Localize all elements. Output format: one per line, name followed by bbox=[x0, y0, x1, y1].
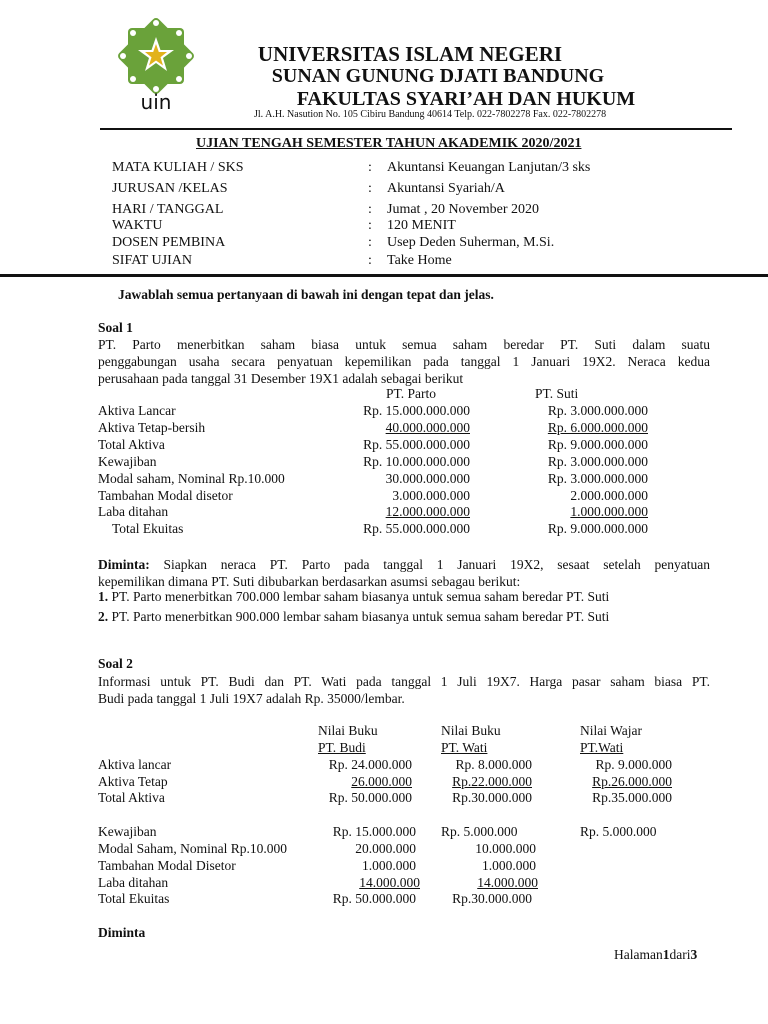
page-footer bbox=[614, 947, 697, 963]
info-label: JURUSAN /KELAS bbox=[112, 181, 228, 196]
info-colon: : bbox=[368, 235, 372, 250]
info-label: MATA KULIAH / SKS bbox=[112, 160, 244, 175]
soal1-diminta-line bbox=[98, 556, 710, 573]
list-item-text: PT. Parto menerbitkan 700.000 lembar saham biasanya untuk semua saham beredar PT. Suti bbox=[111, 589, 610, 604]
soal2-para-line: Informasi untuk PT. Budi dan PT. Wati pada tanggal 1 Juli 19X7. Harga pasar saham biasa PT. bbox=[98, 674, 710, 689]
soal1-diminta-line2: kepemilikan dimana PT. Suti dibubarkan berdasarkan asumsi sebagau berikut: bbox=[98, 574, 521, 589]
info-colon: : bbox=[368, 218, 372, 233]
footer-prefix: Halaman bbox=[614, 947, 663, 962]
table-cell: 20.000.000 bbox=[355, 841, 416, 856]
diminta-label: Diminta: bbox=[98, 557, 150, 572]
table-cell: Rp. 3.000.000.000 bbox=[547, 471, 648, 486]
table-cell: 1.000.000 bbox=[362, 858, 416, 873]
table-cell: 1.000.000.000 bbox=[570, 504, 648, 519]
soal1-para-line: perusahaan pada tanggal 31 Desember 19X1 adalah sebagai berikut bbox=[98, 371, 464, 386]
info-value: Take Home bbox=[387, 253, 452, 268]
table-row-label: Aktiva Tetap bbox=[98, 774, 168, 789]
table-row-label: Laba ditahan bbox=[98, 875, 169, 890]
table-cell: 26.000.000 bbox=[351, 774, 412, 789]
instruction: Jawablah semua pertanyaan di bawah ini dengan tepat dan jelas. bbox=[118, 287, 494, 302]
university-line2: SUNAN GUNUNG DJATI BANDUNG bbox=[271, 65, 605, 87]
col-header: PT. Wati bbox=[441, 740, 488, 755]
table-row-label: Laba ditahan bbox=[98, 504, 169, 519]
table-cell: Rp.35.000.000 bbox=[592, 790, 672, 805]
table-cell: 1.000.000 bbox=[482, 858, 536, 873]
col-header: PT.Wati bbox=[580, 740, 624, 755]
logo-emblem-icon bbox=[114, 16, 198, 112]
logo-text: uin bbox=[140, 90, 172, 112]
table-cell: Rp.26.000.000 bbox=[592, 774, 672, 789]
table-cell: 2.000.000.000 bbox=[570, 488, 648, 503]
table-cell: Rp. 9.000.000 bbox=[595, 757, 672, 772]
table-row-label: Aktiva Lancar bbox=[98, 403, 176, 418]
info-label: DOSEN PEMBINA bbox=[112, 235, 226, 250]
table-cell: Rp. 55.000.000.000 bbox=[363, 521, 470, 536]
table-cell: 30.000.000.000 bbox=[385, 471, 470, 486]
info-label: SIFAT UJIAN bbox=[112, 253, 192, 268]
list-item-number: 1. bbox=[98, 589, 109, 604]
info-colon: : bbox=[368, 160, 372, 175]
university-logo bbox=[114, 16, 198, 112]
address: Jl. A.H. Nasution No. 105 Cibiru Bandung 40614 Telp. 022-7802278 Fax. 022-7802278 bbox=[254, 109, 607, 120]
table-cell: Rp. 9.000.000.000 bbox=[547, 437, 648, 452]
header-divider bbox=[100, 128, 732, 130]
info-label: HARI / TANGGAL bbox=[112, 202, 224, 217]
list-item-number: 2. bbox=[98, 609, 109, 624]
table-cell: Rp. 15.000.000.000 bbox=[363, 403, 470, 418]
table-cell: Rp. 55.000.000.000 bbox=[363, 437, 470, 452]
table-cell: Rp. 10.000.000.000 bbox=[363, 454, 470, 469]
info-colon: : bbox=[368, 202, 372, 217]
soal1-para-line: PT. Parto menerbitkan saham biasa untuk semua saham beredar PT. Suti dalam suatu bbox=[98, 337, 710, 352]
table-cell: Rp. 9.000.000.000 bbox=[547, 521, 648, 536]
table-row-label: Aktiva lancar bbox=[98, 757, 172, 772]
info-value: Usep Deden Suherman, M.Si. bbox=[387, 235, 555, 250]
exam-title: UJIAN TENGAH SEMESTER TAHUN AKADEMIK 2020/2021 bbox=[196, 136, 582, 151]
faculty-name: FAKULTAS SYARI’AH DAN HUKUM bbox=[296, 88, 636, 110]
soal2-para-line: Budi pada tanggal 1 Juli 19X7 adalah Rp. 35000/lembar. bbox=[98, 691, 405, 706]
soal1-col-header-suti: PT. Suti bbox=[535, 386, 579, 401]
table-cell: Rp.30.000.000 bbox=[452, 891, 532, 906]
table-cell: Rp. 5.000.000 bbox=[441, 824, 518, 839]
soal1-heading: Soal 1 bbox=[98, 320, 133, 335]
info-value: Akuntansi Syariah/A bbox=[387, 181, 505, 196]
footer-mid: dari bbox=[669, 947, 691, 962]
table-cell: Rp. 24.000.000 bbox=[328, 757, 412, 772]
table-cell: Rp. 15.000.000 bbox=[332, 824, 416, 839]
col-header: Nilai Wajar bbox=[580, 723, 643, 738]
table-row-label: Modal Saham, Nominal Rp.10.000 bbox=[98, 841, 287, 856]
table-row-label: Kewajiban bbox=[98, 454, 157, 469]
info-divider bbox=[0, 274, 768, 277]
table-row-label: Total Aktiva bbox=[98, 790, 165, 805]
table-cell: Rp. 5.000.000 bbox=[580, 824, 657, 839]
table-cell: 12.000.000.000 bbox=[385, 504, 470, 519]
table-cell: Rp. 3.000.000.000 bbox=[547, 454, 648, 469]
table-row-label: Tambahan Modal disetor bbox=[98, 488, 233, 503]
footer-page: 1 bbox=[662, 947, 670, 962]
table-cell: Rp. 6.000.000.000 bbox=[547, 420, 648, 435]
table-cell: Rp. 8.000.000 bbox=[455, 757, 532, 772]
university-line1: UNIVERSITAS ISLAM NEGERI bbox=[257, 42, 563, 66]
info-value: 120 MENIT bbox=[387, 218, 456, 233]
table-row-label: Kewajiban bbox=[98, 824, 157, 839]
diminta-text: Siapkan neraca PT. Parto pada tanggal 1 Januari 19X2, sesaat setelah penyatuan bbox=[149, 557, 710, 572]
footer-total: 3 bbox=[690, 947, 698, 962]
table-cell: Rp. 50.000.000 bbox=[328, 790, 412, 805]
list-item bbox=[98, 589, 609, 605]
table-row-label: Total Ekuitas bbox=[98, 891, 170, 906]
table-cell: 14.000.000 bbox=[359, 875, 420, 890]
table-cell: 10.000.000 bbox=[475, 841, 536, 856]
table-row-label: Tambahan Modal Disetor bbox=[98, 858, 236, 873]
soal1-para-line: penggabungan usaha secara penyatuan kepemilikan pada tanggal 1 Januari 19X2. Neraca kedua bbox=[98, 354, 710, 369]
info-colon: : bbox=[368, 253, 372, 268]
table-row-label: Aktiva Tetap-bersih bbox=[98, 420, 206, 435]
table-row-label: Modal saham, Nominal Rp.10.000 bbox=[98, 471, 285, 486]
table-cell: Rp. 50.000.000 bbox=[332, 891, 416, 906]
table-row-label: Total Ekuitas bbox=[112, 521, 184, 536]
soal2-diminta: Diminta bbox=[98, 925, 146, 940]
soal1-col-header-parto: PT. Parto bbox=[386, 386, 436, 401]
table-cell: 14.000.000 bbox=[477, 875, 538, 890]
info-label: WAKTU bbox=[112, 218, 163, 233]
info-value: Jumat , 20 November 2020 bbox=[387, 202, 540, 217]
col-header: PT. Budi bbox=[318, 740, 366, 755]
table-cell: 40.000.000.000 bbox=[385, 420, 470, 435]
table-cell: Rp. 3.000.000.000 bbox=[547, 403, 648, 418]
list-item bbox=[98, 609, 609, 625]
table-cell: Rp.22.000.000 bbox=[452, 774, 532, 789]
table-row-label: Total Aktiva bbox=[98, 437, 165, 452]
col-header: Nilai Buku bbox=[318, 723, 378, 738]
info-colon: : bbox=[368, 181, 372, 196]
col-header: Nilai Buku bbox=[441, 723, 501, 738]
soal2-heading: Soal 2 bbox=[98, 656, 133, 671]
list-item-text: PT. Parto menerbitkan 900.000 lembar saham biasanya untuk semua saham beredar PT. Suti bbox=[111, 609, 610, 624]
table-cell: Rp.30.000.000 bbox=[452, 790, 532, 805]
table-cell: 3.000.000.000 bbox=[392, 488, 470, 503]
info-value: Akuntansi Keuangan Lanjutan/3 sks bbox=[387, 160, 591, 175]
